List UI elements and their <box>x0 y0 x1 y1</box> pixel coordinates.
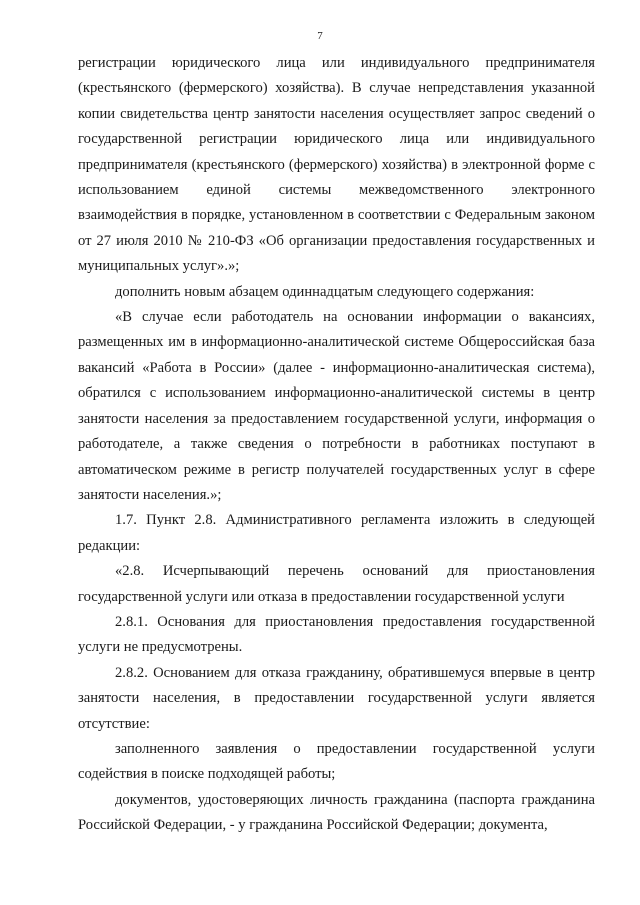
document-body <box>78 51 595 839</box>
paragraph-application-form: заполненного заявления о предоставлении государственной услуги содействия в поиске подходящей работы; <box>78 740 595 783</box>
page-number: 7 <box>317 30 323 42</box>
paragraph-item-1-7: 1.7. Пункт 2.8. Административного регламента изложить в следующей редакции: <box>78 512 595 554</box>
paragraph-employer-information: «В случае если работодатель на основании информации о вакансиях, размещенных им в информационно-аналитической системе Общероссийская база вакансий «Работа в России» (далее - информационно-аналитическая система), обратился с использованием информационно-аналитической системы в центр занятости населения за предоставлением государственной услуги, информация о работодателе, а также сведения о потребности в работниках поступают в автоматическом режиме в регистр получателей государственных услуг в сфере занятости населения.»; <box>78 309 595 503</box>
paragraph-item-2-8: «2.8. Исчерпывающий перечень оснований для приостановления государственной услуги или отказа в предоставлении государственной услуги <box>78 563 595 605</box>
paragraph-item-2-8-1: 2.8.1. Основания для приостановления предоставления государственной услуги не предусмотрены. <box>78 613 595 656</box>
paragraph-amendment-intro: дополнить новым абзацем одиннадцатым следующего содержания: <box>115 283 535 300</box>
paragraph-item-2-8-2: 2.8.2. Основанием для отказа гражданину, обратившемуся впервые в центр занятости населения, в предоставлении государственной услуги является отсутствие: <box>78 664 595 732</box>
paragraph-continuation: регистрации юридического лица или индивидуального предпринимателя (крестьянского (фермерского) хозяйства). В случае непредставления указанной копии свидетельства центр занятости населения осуществляет запрос сведений о государственной регистрации юридического лица или индивидуального предпринимателя (крестьянского (фермерского) хозяйства) в электронной форме с использованием единой системы межведомственного электронного взаимодействия в порядке, установленном в соответствии с Федеральным законом от 27 июля 2010 № 210-ФЗ «Об организации предоставления государственных и муниципальных услуг».»; <box>78 55 595 275</box>
paragraph-identity-documents: документов, удостоверяющих личность гражданина (паспорта гражданина Российской Федерации, - у гражданина Российской Федерации; документа, <box>78 791 595 834</box>
